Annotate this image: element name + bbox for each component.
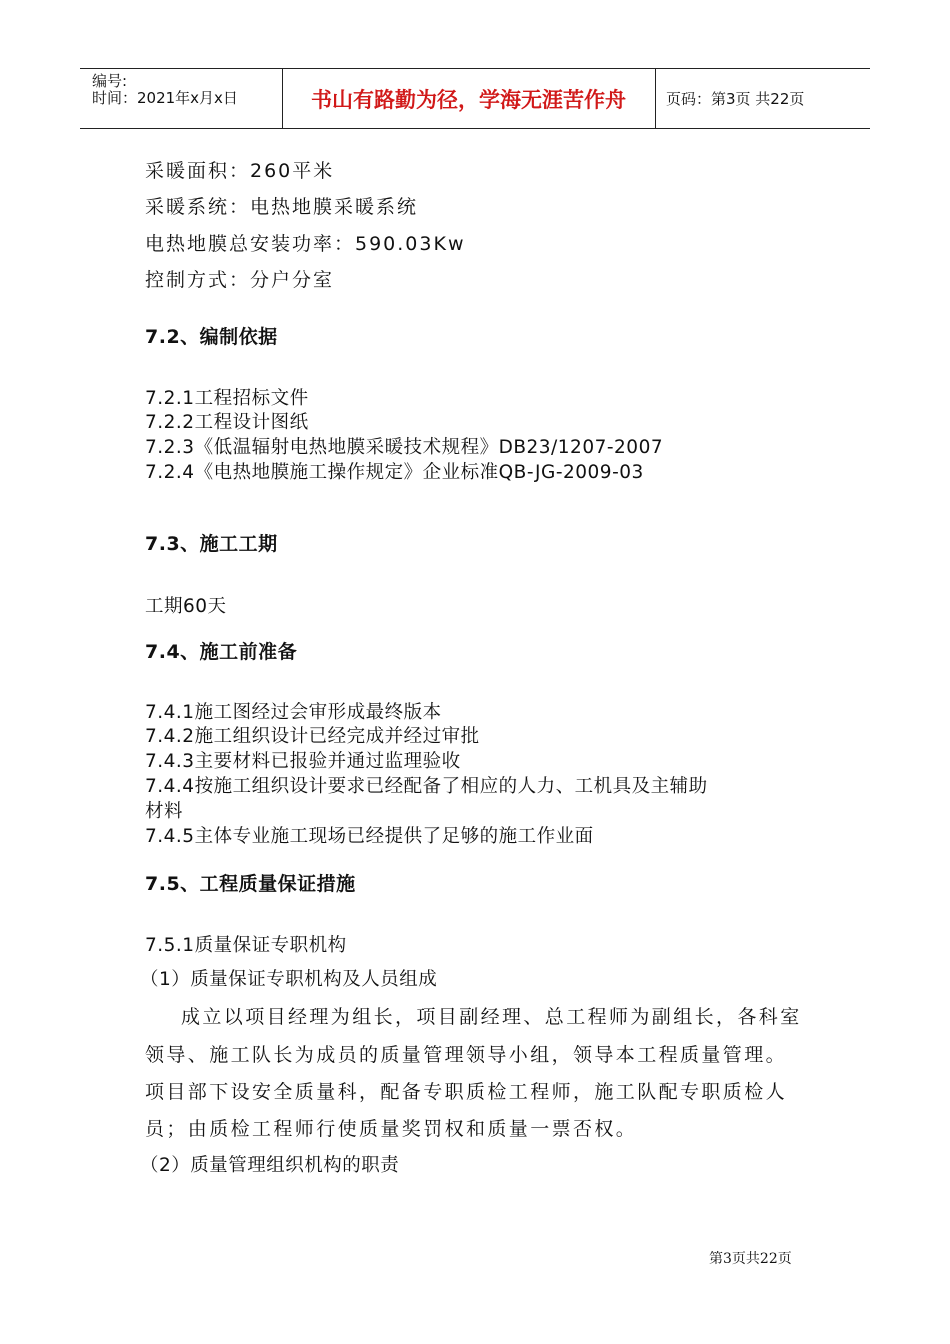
paragraph-line: 员；由质检工程师行使质量奖罚权和质量一票否权。	[145, 1118, 638, 1140]
header-date-label: 时间：2021年x月x日	[92, 89, 238, 107]
header-page-label: 页码：第3页 共22页	[666, 90, 805, 108]
list-item: 7.4.3主要材料已报验并通过监理验收	[145, 751, 461, 772]
header-bottom-rule	[80, 128, 870, 129]
list-item: 7.4.5主体专业施工现场已经提供了足够的施工作业面	[145, 826, 594, 847]
construction-period-text: 工期60天	[145, 596, 227, 617]
section-7-4-heading: 7.4、施工前准备	[145, 641, 298, 663]
header-motto: 书山有路勤为径，学海无涯苦作舟	[311, 88, 626, 112]
list-item: 7.4.2施工组织设计已经完成并经过审批	[145, 726, 480, 747]
list-item: 7.4.1施工图经过会审形成最终版本	[145, 702, 442, 723]
list-item: 7.2.4《电热地膜施工操作规定》企业标准QB-JG-2009-03	[145, 462, 644, 483]
footer-page-number: 第3页共22页	[709, 1251, 792, 1267]
section-7-3-heading: 7.3、施工工期	[145, 533, 278, 555]
section-7-5-heading: 7.5、工程质量保证措施	[145, 873, 356, 895]
heating-system-line: 采暖系统：电热地膜采暖系统	[145, 196, 419, 218]
header-divider-right	[655, 68, 656, 128]
header-top-rule	[80, 68, 870, 69]
list-item: 7.4.4按施工组织设计要求已经配备了相应的人力、工机具及主辅助	[145, 776, 708, 797]
list-item: 7.2.2工程设计图纸	[145, 412, 309, 433]
list-item: 7.2.3《低温辐射电热地膜采暖技术规程》DB23/1207-2007	[145, 437, 664, 458]
list-item: 7.2.1工程招标文件	[145, 388, 309, 409]
paragraph-line: 领导、施工队长为成员的质量管理领导小组，领导本工程质量管理。	[145, 1044, 788, 1066]
control-method-line: 控制方式：分户分室	[145, 269, 335, 291]
numbered-item-1: （1）质量保证专职机构及人员组成	[140, 969, 438, 990]
subsection-7-5-1: 7.5.1质量保证专职机构	[145, 935, 347, 956]
section-7-2-heading: 7.2、编制依据	[145, 326, 278, 348]
install-power-line: 电热地膜总安装功率：590.03Kw	[145, 233, 466, 255]
header-code-label: 编号:	[92, 72, 128, 90]
paragraph-line: 成立以项目经理为组长，项目副经理、总工程师为副组长，各科室	[181, 1006, 802, 1028]
paragraph-line: 项目部下设安全质量科，配备专职质检工程师，施工队配专职质检人	[145, 1081, 788, 1103]
list-item-continuation: 材料	[145, 801, 184, 822]
heating-area-line: 采暖面积：260平米	[145, 160, 335, 182]
numbered-item-2: （2）质量管理组织机构的职责	[140, 1155, 400, 1176]
